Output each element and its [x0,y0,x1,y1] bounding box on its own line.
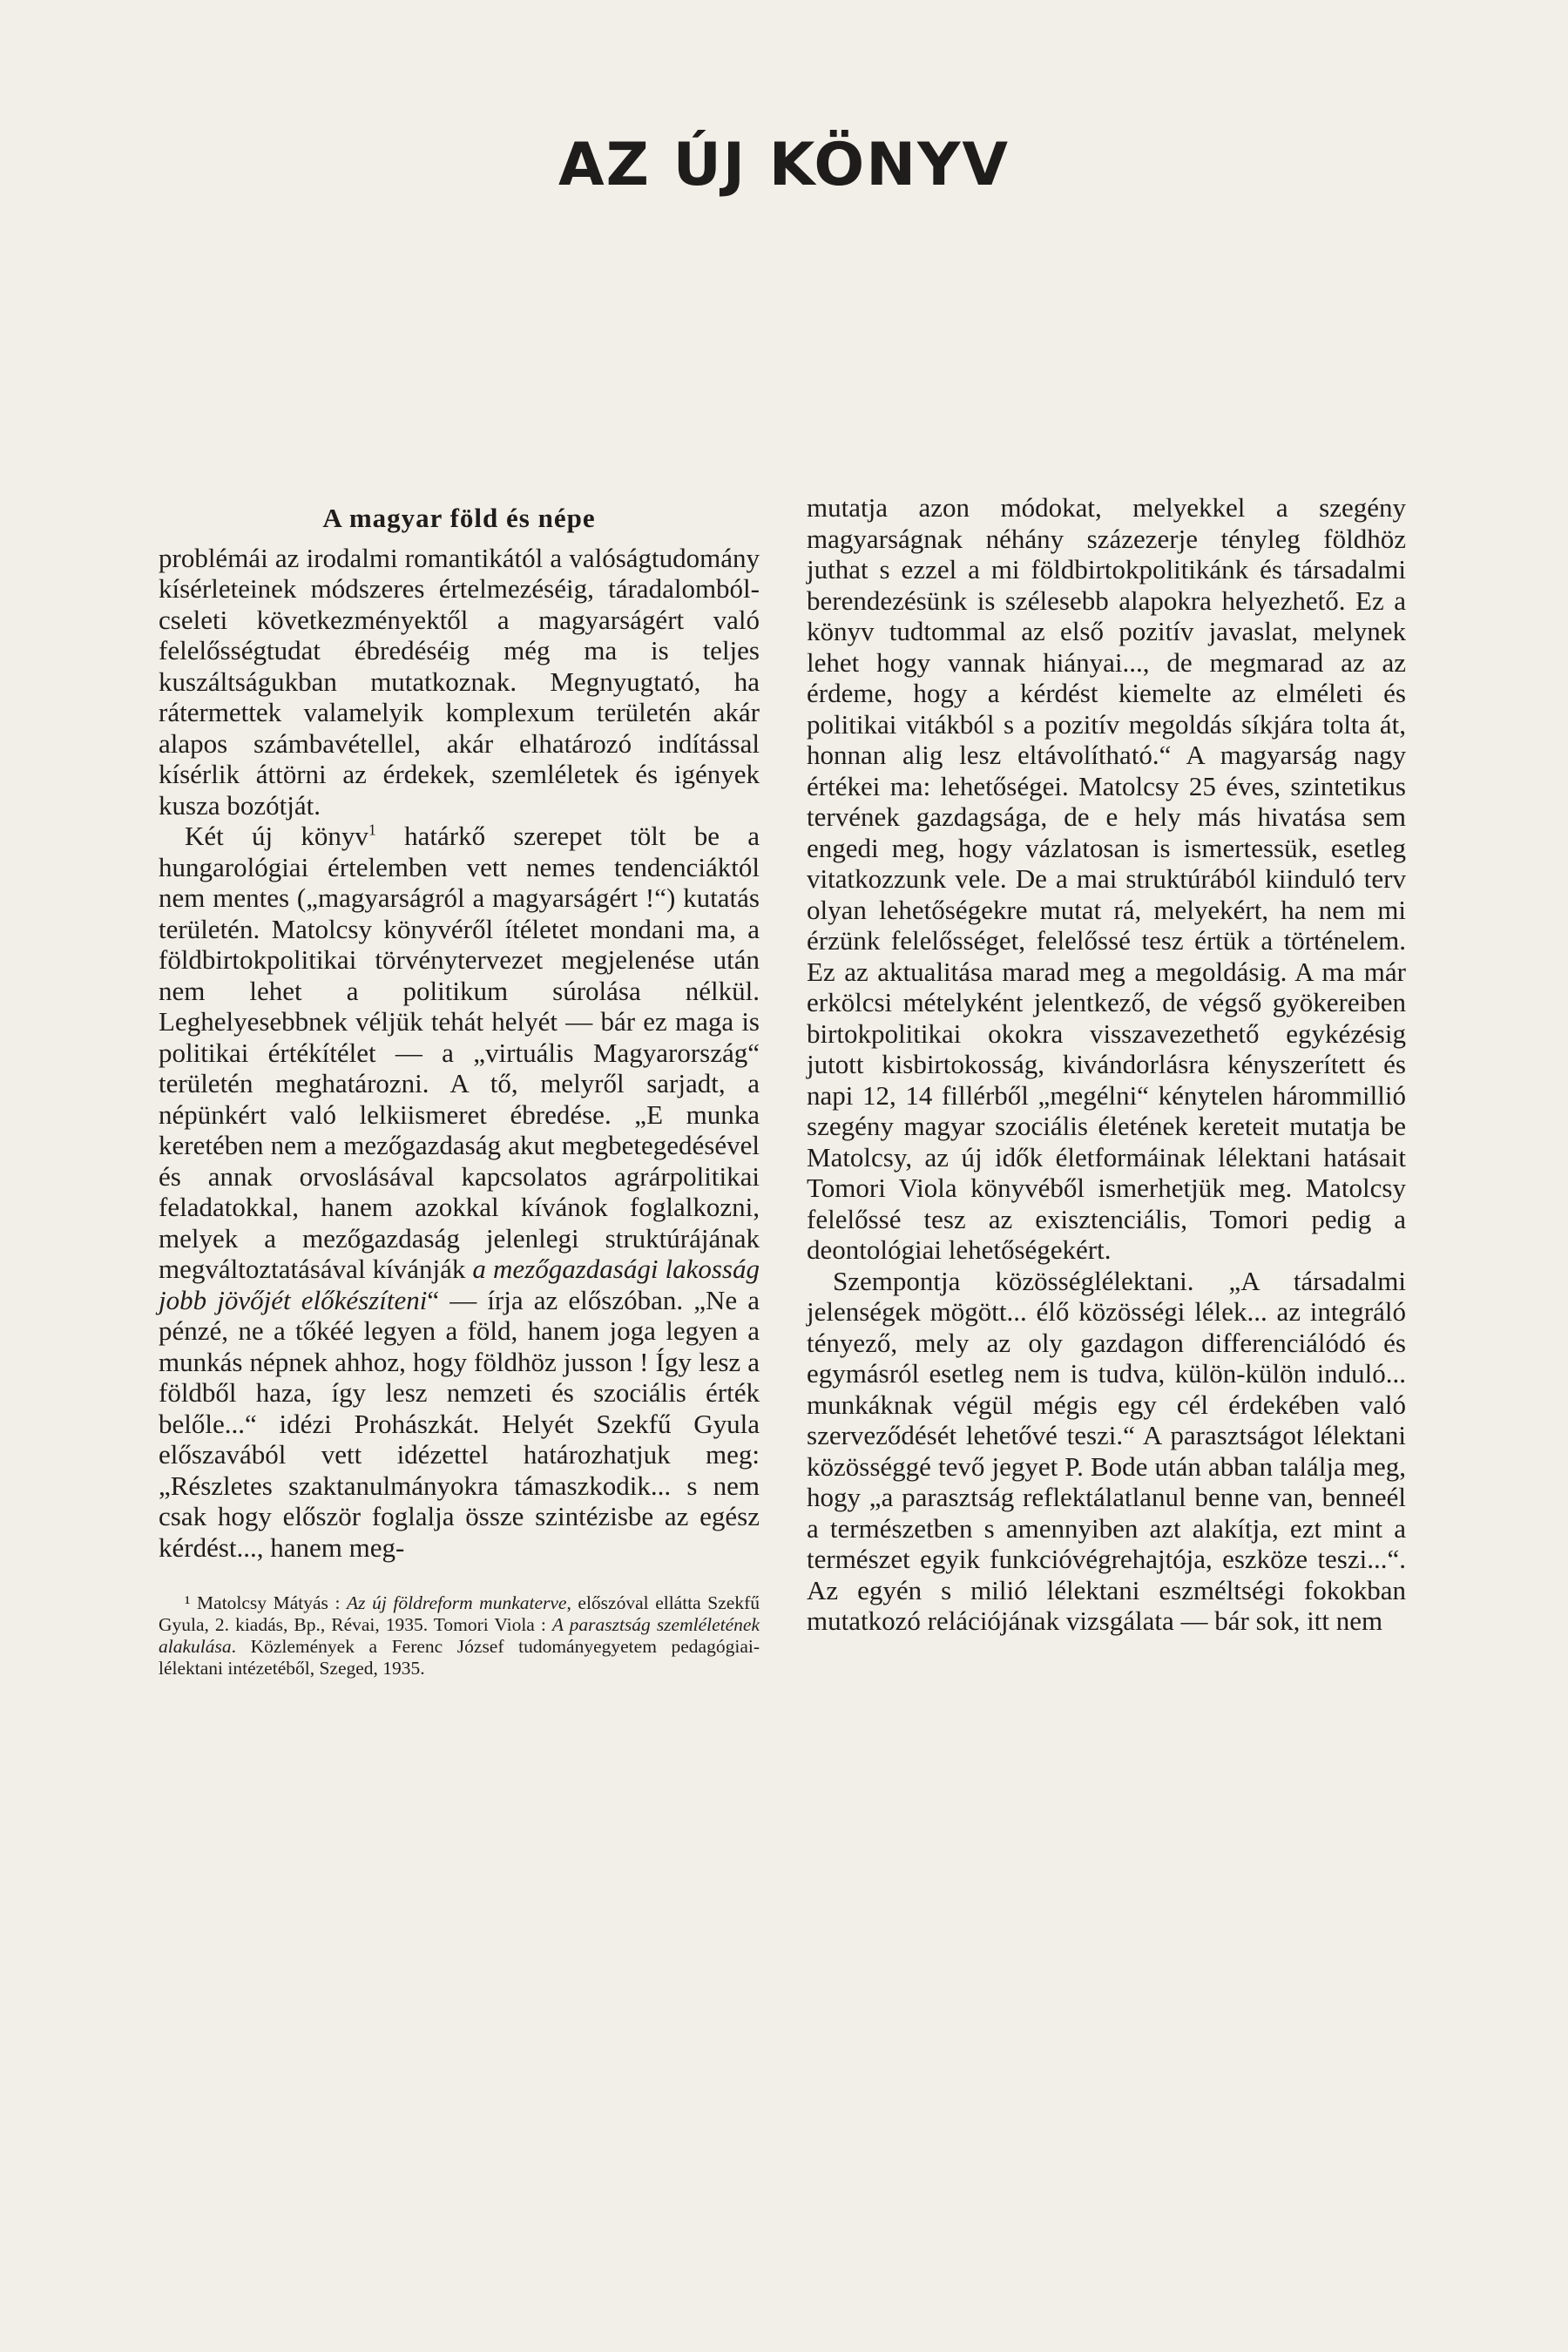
right-paragraph-2: Szempontja közösséglélektani. „A társadalmi jelenségek mögött... élő közösségi lélek... az integráló tényező, mely az oly gazdagon differenciálódó és egymásról esetleg nem is tudva, külön-külön induló... munkáknak végül mégis egy cél érdekében való szerveződését lehetővé teszi.“ A parasztságot lélektani közösséggé tevő jegyet P. Bode után abban találja meg, hogy „a parasztság reflektálatlanul benne van, benneél a természetben s amennyiben azt alakítja, ezt mint a természet egyik funkcióvégrehajtója, eszköze teszi...“. Az egyén s milió lélektani eszméltségi fokokban mutatkozó relációjának vizsgálata — bár sok, itt nem [807,1265,1406,1636]
footnote-marker: ¹ [185,1592,191,1613]
section-heading: A magyar föld és népe [322,503,596,533]
left-paragraph-2 [159,821,760,1563]
paragraph-text: “ — írja az előszóban. „Ne a pénzé, ne a tőkéé legyen a föld, hanem joga legyen a munkás népnek ahhoz, hogy földhöz jusson ! Így lesz a földből haza, így lesz nemzeti és szociális érték belőle...“ idézi Prohászkát. Helyét Szekfű Gyula előszavából vett idézettel határozhatjuk meg: „Részletes szaktanulmányokra támaszkodik... s nem csak hogy először foglalja össze szintézisbe az egész kérdést..., hanem meg- [159,1284,760,1563]
left-column [159,492,760,1680]
right-column [807,492,1406,1637]
footnote-book-title: Az új földreform munkaterve [347,1592,567,1613]
footnotes [159,1592,760,1680]
footnote-reference: 1 [368,821,376,839]
footnote-text: , előszóval ellátta Szekfű Gyula, 2. kiadás, Bp., Révai, 1935. Tomori Viola : [159,1592,760,1635]
footnote-text: Matolcsy Mátyás : [197,1592,348,1613]
page-title: AZ ÚJ KÖNYV [558,131,1010,199]
footnote-text: . Közlemények a Ferenc József tudományegyetem pedagógiai-lélektani intézetéből, Szeged, 1935. [159,1636,760,1679]
emphasis-quote: a mezőgazdasági lakosság jobb jövőjét előkészíteni [159,1254,760,1315]
paragraph-text: Két új könyv [185,821,368,851]
footnote-1 [159,1592,760,1680]
paragraph-text: határkő szerepet tölt be a hungarológiai értelemben vett nemes tendenciáktól nem mentes („magyarságról a magyarságért !“) kutatás területén. Matolcsy könyvéről ítéletet mondani ma, a földbirtokpolitikai törvénytervezet megjelenése után nem lehet a politikum súrolása nélkül. Leghelyesebbnek véljük tehát helyét — bár ez maga is politikai értékítélet — a „virtuális Magyarország“ területén meghatározni. A tő, melyről sarjadt, a népünkért való lelkiismeret ébredése. „E munka keretében nem a mezőgazdaság akut megbetegedésével és annak orvoslásával kapcsolatos agrárpolitikai feladatokkal, hanem azokkal kívánok foglalkozni, melyek a mezőgazdaság jelenlegi struktúrájának megváltoztatásával kívánják [159,821,760,1284]
footnote-book-title: A parasztság szemléletének alakulása [159,1614,760,1657]
right-paragraph-1: mutatja azon módokat, melyekkel a szegény magyarságnak néhány százezerje tényleg földhöz juthat s ezzel a mi földbirtokpolitikánk és társadalmi berendezésünk is szélesebb alapokra helyezhető. Ez a könyv tudtommal az első pozitív javaslat, melynek lehet hogy vannak hiányai..., de megmarad az az érdeme, hogy a kérdést kiemelte az elméleti és politikai vitákból s a pozitív megoldás síkjára tolta át, honnan alig lesz eltávolítható.“ A magyarság nagy értékei ma: lehetőségei. Matolcsy 25 éves, szintetikus tervének gazdagsága, de e hely más hivatása sem engedi meg, hogy vázlatosan is ismertessük, esetleg vitatkozzunk vele. De a mai struktúrából kiinduló terv olyan lehetőségekre mutat rá, melyekért, ha nem mi érzünk felelősséget, felelőssé tesz értük a történelem. Ez az aktualitása marad meg a megoldásig. A ma már erkölcsi mételyként jelentkező, de végső gyökereiben birtokpolitikai okokra visszavezethető egykézésig jutott kisbirtokosság, kivándorlásra kényszerített és napi 12, 14 fillérből „megélni“ kénytelen hárommillió szegény magyar szociális életének kereteit mutatja be Matolcsy, az új idők életformáinak lélektani hatásait Tomori Viola könyvéből ismerhetjük meg. Matolcsy felelőssé tesz az exisztenciális, Tomori pedig a deontológiai lehetőségekért. [807,492,1406,1265]
left-paragraph-1: problémái az irodalmi romantikától a valóságtudomány kísérleteinek módszeres értelmezéséig, táradalomból-cseleti következményektől a magyarságért való felelősségtudat ébredéséig még ma is teljes kuszáltságukban mutatkoznak. Megnyugtató, ha rátermettek valamelyik komplexum területén akár alapos számbavétellel, akár elhatározó indítással kísérlik áttörni az érdekek, szemléletek és igények kusza bozótját. [159,542,760,821]
